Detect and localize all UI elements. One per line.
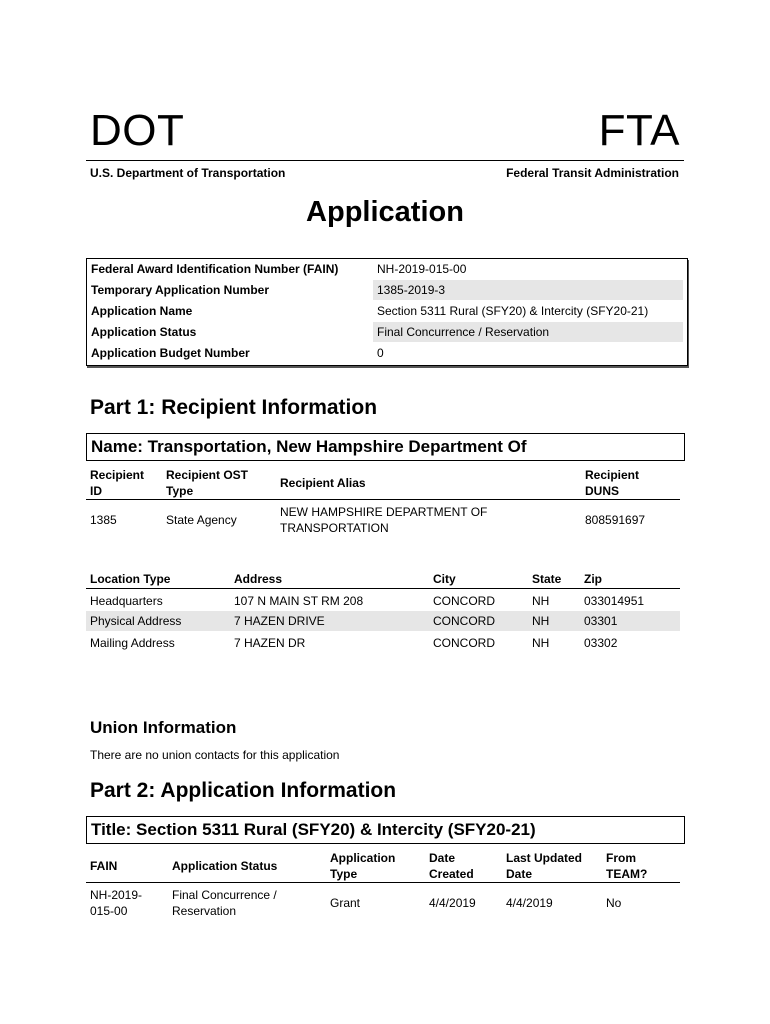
summary-label: Federal Award Identification Number (FAIN): [91, 262, 339, 276]
col-recipient-id: Recipient ID: [90, 468, 145, 498]
page-title: Application: [306, 196, 464, 228]
summary-value: NH-2019-015-00: [377, 262, 467, 276]
col-recipient-ost-type: Recipient OST Type: [166, 468, 249, 498]
summary-value: 1385-2019-3: [377, 283, 446, 297]
summary-label: Application Budget Number: [91, 346, 250, 360]
summary-row-temp-number: [87, 280, 687, 300]
application-title-box: [86, 816, 685, 844]
recipient-type: State Agency: [166, 513, 237, 527]
application-summary-box: [86, 258, 688, 366]
summary-label: Application Status: [91, 325, 197, 339]
table-row: Mailing Address 7 HAZEN DR CONCORD NH 03302: [90, 636, 618, 650]
summary-value: Section 5311 Rural (SFY20) & Intercity (SFY20-21): [377, 304, 649, 318]
application-title: Title: Section 5311 Rural (SFY20) & Intercity (SFY20-21): [91, 820, 536, 839]
summary-value: 0: [377, 346, 384, 360]
summary-row-fain: [87, 259, 687, 279]
recipient-duns: 808591697: [585, 513, 646, 527]
col-date-created: Date Created: [429, 851, 474, 881]
application-header-rule: [86, 882, 680, 883]
recipient-alias: NEW HAMPSHIRE DEPARTMENT OF TRANSPORTATION: [280, 505, 488, 535]
recipient-name-box: [86, 433, 685, 461]
fta-full-name: Federal Transit Administration: [506, 166, 679, 180]
application-date-created: 4/4/2019: [429, 896, 476, 910]
col-location-type: Location Type: [90, 572, 171, 586]
summary-row-status: [87, 322, 687, 342]
location-header-rule: [86, 588, 680, 589]
col-city: City: [433, 572, 456, 586]
summary-value: Final Concurrence / Reservation: [377, 325, 550, 339]
table-row: Physical Address 7 HAZEN DRIVE CONCORD NH 03301: [86, 611, 680, 631]
union-text: There are no union contacts for this application: [90, 748, 340, 762]
recipient-id: 1385: [90, 513, 117, 527]
recipient-header-rule: [86, 499, 680, 500]
header-rule: [86, 160, 684, 161]
application-from-team: No: [606, 896, 622, 910]
part1-heading: Part 1: Recipient Information: [90, 396, 378, 419]
dot-heading: DOT: [90, 106, 185, 155]
summary-label: Temporary Application Number: [91, 283, 270, 297]
fta-heading: FTA: [598, 106, 680, 155]
col-fain: FAIN: [90, 859, 118, 873]
application-status: Final Concurrence / Reservation: [172, 888, 277, 918]
dot-full-name: U.S. Department of Transportation: [90, 166, 286, 180]
col-state: State: [532, 572, 562, 586]
part2-heading: Part 2: Application Information: [90, 779, 397, 802]
col-application-type: Application Type: [330, 851, 396, 881]
application-fain: NH-2019- 015-00: [90, 888, 143, 918]
col-recipient-alias: Recipient Alias: [280, 476, 366, 490]
application-type: Grant: [330, 896, 361, 910]
summary-row-name: [87, 301, 687, 321]
union-heading: Union Information: [90, 718, 237, 737]
col-last-updated: Last Updated Date: [506, 851, 583, 881]
col-zip: Zip: [584, 572, 602, 586]
col-application-status: Application Status: [172, 859, 278, 873]
summary-row-budget: [87, 343, 687, 363]
col-address: Address: [234, 572, 283, 586]
col-from-team: From TEAM?: [606, 851, 648, 881]
col-recipient-duns: Recipient DUNS: [585, 468, 640, 498]
table-row: Headquarters 107 N MAIN ST RM 208 CONCORD NH 033014951: [90, 594, 645, 608]
application-last-updated: 4/4/2019: [506, 896, 553, 910]
recipient-name: Name: Transportation, New Hampshire Department Of: [91, 437, 527, 456]
summary-label: Application Name: [91, 304, 193, 318]
